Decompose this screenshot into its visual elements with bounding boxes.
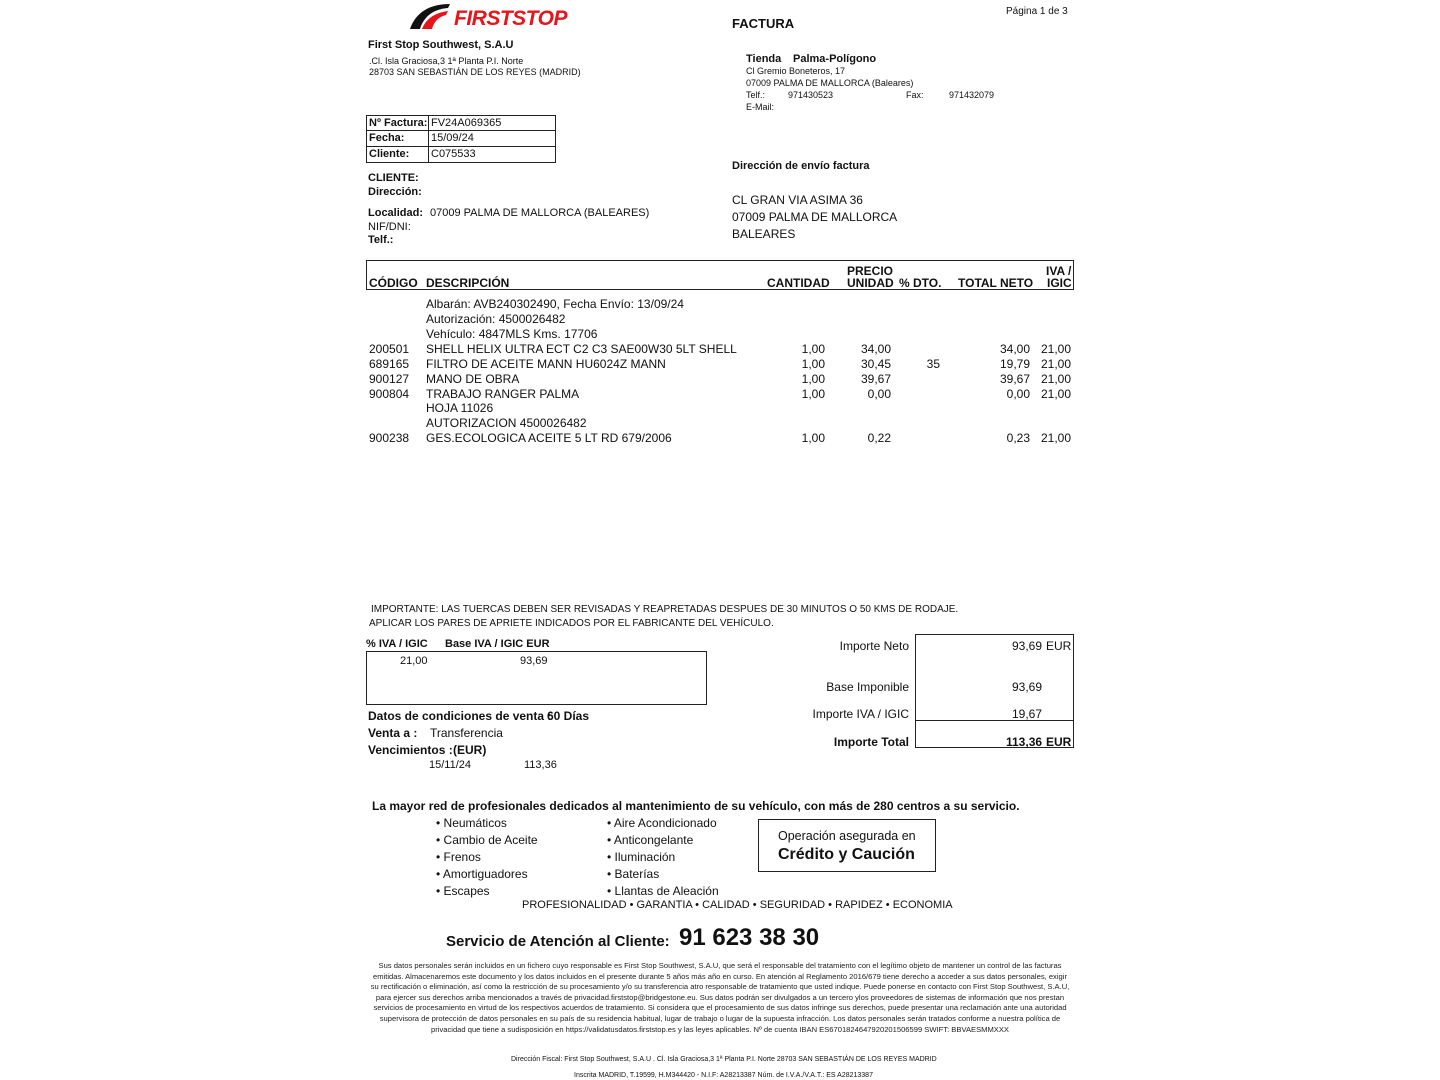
item-tax: 21,00 — [1040, 372, 1071, 386]
store-email-label: E-Mail: — [746, 102, 775, 112]
service-item: • Iluminación — [607, 850, 676, 864]
item-description: AUTORIZACION 4500026482 — [426, 416, 587, 430]
header-total: TOTAL NETO — [958, 276, 1034, 290]
sale-conditions-value: 60 Días — [547, 709, 590, 723]
net-amount-label: Importe Neto — [839, 639, 909, 653]
brand-logo — [408, 2, 568, 32]
service-item: • Llantas de Aleación — [607, 884, 719, 898]
tax-rate-value: 21,00 — [400, 655, 428, 667]
base-amount: 93,69 — [1012, 680, 1043, 694]
nif-label: NIF/DNI: — [368, 221, 411, 233]
item-quantity: 1,00 — [801, 431, 825, 445]
item-price: 39,67 — [860, 372, 891, 386]
locality-label: Localidad: — [368, 207, 424, 219]
tax-rate-label: % IVA / IGIC — [366, 638, 428, 650]
sale-conditions-label: Datos de condiciones de venta : — [368, 709, 552, 723]
invoice-client-label: Cliente: — [369, 148, 410, 160]
page-indicator: Página 1 de 3 — [1006, 6, 1068, 17]
tax-base-label: Base IVA / IGIC EUR — [445, 638, 550, 650]
credit-insurance-line1: Operación asegurada en — [778, 829, 916, 843]
client-tel-label: Telf.: — [368, 234, 394, 246]
store-label: Tienda — [746, 53, 782, 65]
store-street: Cl Gremio Boneteros, 17 — [746, 66, 846, 76]
item-price: 30,45 — [860, 357, 891, 371]
service-item: • Cambio de Aceite — [436, 833, 538, 847]
company-address-line1: .Cl. Isla Graciosa,3 1ª Planta P.I. Norte — [369, 56, 524, 66]
company-address-line2: 28703 SAN SEBASTIÁN DE LOS REYES (MADRID) — [369, 67, 581, 77]
invoice-date-label: Fecha: — [369, 132, 405, 144]
payment-method-label: Venta a : — [368, 726, 418, 740]
service-item: • Frenos — [436, 850, 481, 864]
item-note: Albarán: AVB240302490, Fecha Envío: 13/09/24 — [426, 297, 684, 311]
store-tel: 971430523 — [788, 90, 834, 100]
net-currency: EUR — [1046, 639, 1072, 653]
company-name: First Stop Southwest, S.A.U — [368, 39, 514, 51]
store-fax: 971432079 — [949, 90, 995, 100]
item-quantity: 1,00 — [801, 342, 825, 356]
store-name: Palma-Polígono — [793, 53, 877, 65]
registry-info: Inscrita MADRID, T.19599, H.M344420 - N.I.F: A28213387 Núm. de I.V.A./V.A.T.: ES A28213387 — [574, 1072, 873, 1079]
item-tax: 21,00 — [1040, 387, 1071, 401]
shipping-line3: BALEARES — [732, 227, 796, 241]
item-description: FILTRO DE ACEITE MANN HU6024Z MANN — [426, 357, 666, 371]
item-total: 39,67 — [999, 372, 1030, 386]
notice-line1: IMPORTANTE: LAS TUERCAS DEBEN SER REVISADAS Y REAPRETADAS DESPUES DE 30 MINUTOS O 50 KMS DE RODAJE. — [371, 604, 959, 615]
net-amount: 93,69 — [1012, 639, 1043, 653]
payment-method-value: Transferencia — [430, 726, 503, 740]
service-item: • Neumáticos — [436, 816, 507, 830]
item-description: TRABAJO RANGER PALMA — [426, 387, 580, 401]
total-amount-label: Importe Total — [833, 735, 909, 749]
item-price: 0,00 — [867, 387, 891, 401]
tax-amount: 19,67 — [1012, 707, 1043, 721]
customer-service-phone: 91 623 38 30 — [679, 924, 820, 951]
header-discount: % DTO. — [899, 276, 942, 290]
due-dates-label: Vencimientos : — [368, 743, 453, 757]
item-description: GES.ECOLOGICA ACEITE 5 LT RD 679/2006 — [426, 431, 672, 445]
invoice-number-label: Nº Factura: — [369, 117, 428, 129]
total-amount: 113,36 — [1006, 735, 1043, 749]
store-tel-label: Telf.: — [746, 90, 766, 100]
item-code: 900238 — [369, 431, 410, 445]
item-description: SHELL HELIX ULTRA ECT C2 C3 SAE00W30 5LT SHELL — [426, 342, 737, 356]
item-code: 200501 — [369, 342, 410, 356]
header-price-top: PRECIO — [847, 264, 894, 278]
total-currency: EUR — [1046, 735, 1072, 749]
item-total: 0,00 — [1006, 387, 1030, 401]
item-code: 689165 — [369, 357, 410, 371]
service-item: • Baterías — [607, 867, 660, 881]
shipping-title: Dirección de envío factura — [732, 160, 870, 172]
service-item: • Anticongelante — [607, 833, 694, 847]
due-amount: 113,36 — [524, 759, 557, 771]
item-total: 19,79 — [999, 357, 1030, 371]
header-quantity: CANTIDAD — [767, 276, 830, 290]
logo-swoosh-icon — [408, 2, 452, 30]
item-note: Vehículo: 4847MLS Kms. 17706 — [426, 327, 598, 341]
document-title: FACTURA — [732, 16, 795, 31]
due-currency: (EUR) — [453, 743, 487, 757]
base-amount-label: Base Imponible — [826, 680, 909, 694]
customer-service-label: Servicio de Atención al Cliente: — [446, 933, 670, 950]
company-values: PROFESIONALIDAD • GARANTIA • CALIDAD • SEGURIDAD • RAPIDEZ • ECONOMIA — [522, 899, 953, 911]
locality-value: 07009 PALMA DE MALLORCA (BALEARES) — [430, 207, 650, 219]
item-description: MANO DE OBRA — [426, 372, 520, 386]
item-tax: 21,00 — [1040, 431, 1071, 445]
store-fax-label: Fax: — [906, 90, 924, 100]
services-list-left — [436, 816, 538, 901]
item-description: HOJA 11026 — [426, 401, 494, 415]
item-note: Autorización: 4500026482 — [426, 312, 566, 326]
invoice-date: 15/09/24 — [431, 132, 474, 144]
item-quantity: 1,00 — [801, 357, 825, 371]
item-total: 0,23 — [1006, 431, 1030, 445]
fiscal-address: Dirección Fiscal: First Stop Southwest, S.A.U . Cl. Isla Graciosa,3 1ª Planta P.I. Norte 28703 SAN SEBASTIÁN DE LOS REYES MADRID — [511, 1056, 937, 1063]
service-item: • Aire Acondicionado — [607, 816, 717, 830]
invoice-date-row — [366, 131, 556, 147]
invoice-number-row — [366, 115, 556, 131]
shipping-line1: CL GRAN VIA ASIMA 36 — [732, 193, 863, 207]
privacy-notice: Sus datos personales serán incluidos en un fichero cuyo responsable es First Stop Southwest, S.A.U, que será el responsable del tratamiento con el legítimo objeto de mantener un control de las facturas emitidas. Almacenaremos este documento y los datos incluidos en el presente durante 5 años más año en curso. En atención al Reglamento 2016/679 tiene derecho a acceder a sus datos personales, exigir su rectificación o eliminación, así como la restricción de su procesamiento y/o su transferencia atro responsable de tratamiento que usted indique. Puede ponerse en contacto con First Stop Southwest, S.A.U, para ejercer sus derechos arriba mencionados a través de privacidad.firststop@bridgestone.eu. Sus datos podrán ser divulgados a un tercero ylos proveedores de sistemas de información que nos prestan servicios de procesamiento en virtud de los respectivos acuerdos de tratamiento. Si considera que el procesamiento de sus datos infringe sus derechos, puede presentar una reclamación ante una autoridad supervisora de protección de datos personales en su país de su residencia habitual, lugar de trabajo o lugar de la supuesta infracción. Los datos personales serán tratados conforme a nuestra política de privacidad que tiene a sudisposición en https://validatusdatos.firststop.es y las leyes aplicables. Nº de cuenta IBAN ES6701824647920201506599 SWIFT: BBVAESMMXXX — [370, 961, 1070, 1034]
item-price: 34,00 — [860, 342, 891, 356]
due-date: 15/11/24 — [429, 759, 472, 771]
service-item: • Escapes — [436, 884, 490, 898]
item-code: 900127 — [369, 372, 410, 386]
client-label: CLIENTE: — [368, 172, 419, 184]
item-tax: 21,00 — [1040, 357, 1071, 371]
header-price-bottom: UNIDAD — [847, 276, 894, 290]
address-label: Dirección: — [368, 186, 422, 198]
store-city: 07009 PALMA DE MALLORCA (Baleares) — [746, 78, 914, 88]
header-code: CÓDIGO — [369, 276, 418, 290]
invoice-number: FV24A069365 — [431, 117, 502, 129]
invoice-client-code: C075533 — [431, 148, 476, 160]
shipping-line2: 07009 PALMA DE MALLORCA — [732, 210, 898, 224]
tax-amount-label: Importe IVA / IGIC — [812, 707, 909, 721]
tax-base-value: 93,69 — [520, 655, 548, 667]
item-price: 0,22 — [867, 431, 891, 445]
brand-name: FIRSTSTOP — [454, 7, 567, 30]
notice-line2: APLICAR LOS PARES DE APRIETE INDICADOS POR EL FABRICANTE DEL VEHÍCULO. — [369, 618, 774, 629]
header-tax-bottom: IGIC — [1047, 276, 1072, 290]
item-quantity: 1,00 — [801, 387, 825, 401]
item-tax: 21,00 — [1040, 342, 1071, 356]
header-description: DESCRIPCIÓN — [426, 276, 510, 290]
promo-headline: La mayor red de profesionales dedicados al mantenimiento de su vehículo, con más de 280 centros a su servicio. — [372, 799, 1020, 813]
item-code: 900804 — [369, 387, 410, 401]
credit-insurance-line2: Crédito y Caución — [778, 846, 915, 863]
item-total: 34,00 — [999, 342, 1030, 356]
services-list-right — [607, 816, 719, 901]
item-discount: 35 — [926, 357, 940, 371]
item-quantity: 1,00 — [801, 372, 825, 386]
invoice-client-row — [366, 147, 556, 163]
service-item: • Amortiguadores — [436, 867, 528, 881]
header-tax-top: IVA / — [1046, 264, 1072, 278]
